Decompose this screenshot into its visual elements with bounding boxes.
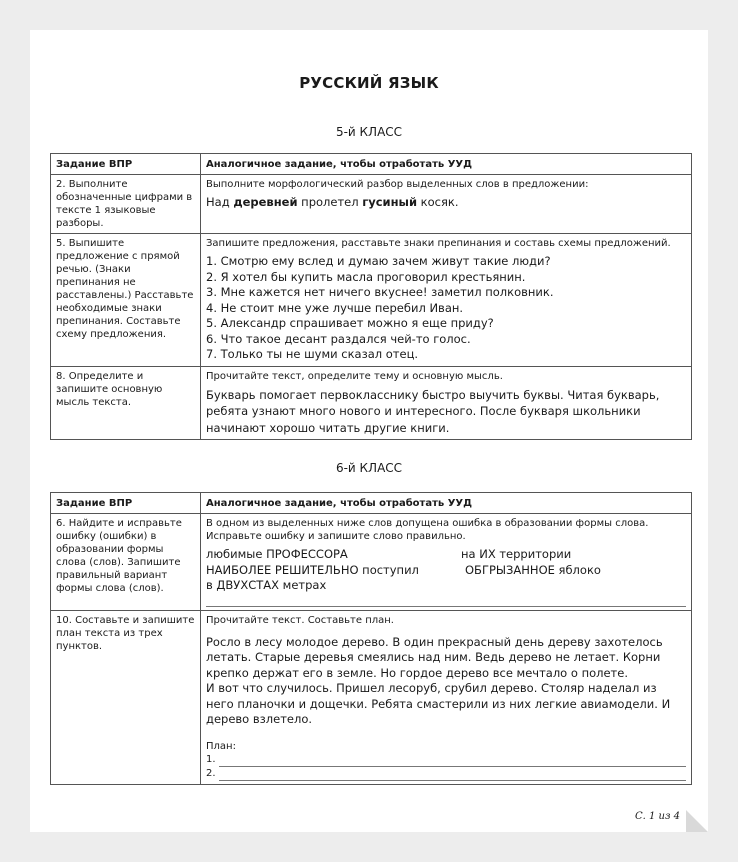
instruction-text: Запишите предложения, расставьте знаки препинания и составь схемы предложений. xyxy=(206,238,671,249)
list-item: 7. Только ты не шуми сказал отец. xyxy=(206,347,419,361)
list-item: 4. Не стоит мне уже лучше перебил Иван. xyxy=(206,300,464,315)
task-cell: 2. Выполните обозначенные цифрами в тексте 1 языковые разборы. xyxy=(51,175,201,234)
header-analog: Аналогичное задание, чтобы отработать УУД xyxy=(201,493,692,514)
table-row xyxy=(51,234,692,367)
word-option: НАИБОЛЕЕ РЕШИТЕЛЬНО поступил xyxy=(206,562,419,577)
analog-cell xyxy=(201,366,692,440)
grade-6-table xyxy=(50,492,692,785)
plan-line: 1. xyxy=(206,753,686,767)
task-cell: 10. Составьте и запишите план текста из трех пунктов. xyxy=(51,610,201,784)
instruction-text: Прочитайте текст, определите тему и основную мысль. xyxy=(206,370,503,382)
analog-cell xyxy=(201,514,692,611)
plan-line: 2. xyxy=(206,767,686,781)
task-cell: 5. Выпишите предложение с прямой речью. (Знаки препинания не расставлены.) Расставьте необходимые знаки препинания. Составьте схему предложения. xyxy=(51,234,201,367)
story-paragraph: И вот что случилось. Пришел лесоруб, срубил дерево. Столяр наделал из него планочки и дощечки. Ребята смастерили из них легкие авиамодели. И дерево взлетело. xyxy=(206,681,671,726)
word-option: на ИХ территории xyxy=(461,547,572,561)
table-row xyxy=(51,610,692,784)
list-item: 3. Мне кажется нет ничего вкуснее! заметил полковник. xyxy=(206,285,554,299)
highlighted-word: гусиный xyxy=(362,195,418,209)
task-cell: 6. Найдите и исправьте ошибку (ошибки) в образовании формы слова (слов). Запишите правильный вариант формы слова (слов). xyxy=(51,514,201,611)
reading-text: Букварь помогает первокласснику быстро выучить буквы. Читая букварь, ребята узнают много нового и интересного. После букваря школьники начинают хорошо читать другие книги. xyxy=(206,387,660,435)
page-number: С. 1 из 4 xyxy=(635,811,680,822)
list-item: 6. Что такое десант раздался чей-то голос. xyxy=(206,331,471,346)
instruction-text: Прочитайте текст. Составьте план. xyxy=(206,614,394,626)
page-title: РУССКИЙ ЯЗЫК xyxy=(299,74,439,92)
sentence-list xyxy=(206,254,686,363)
list-item: 2. Я хотел бы купить масла проговорил крестьянин. xyxy=(206,269,526,284)
page-fold xyxy=(686,810,708,832)
document-page xyxy=(30,30,708,832)
word-option: любимые ПРОФЕССОРА xyxy=(206,547,348,561)
list-item: 5. Александр спрашивает можно я еще приду? xyxy=(206,316,494,330)
header-analog: Аналогичное задание, чтобы отработать УУД xyxy=(201,154,692,175)
answer-line xyxy=(206,596,686,607)
analog-cell xyxy=(201,234,692,367)
word-options xyxy=(206,547,686,594)
word-option: в ДВУХСТАХ метрах xyxy=(206,578,327,592)
instruction-text: В одном из выделенных ниже слов допущена ошибка в образовании формы слова. Исправьте ошибку и запишите слово правильно. xyxy=(206,518,649,542)
grade-5-heading: 5-й КЛАСС xyxy=(335,125,403,139)
table-header-row xyxy=(51,154,692,175)
table-header-row xyxy=(51,493,692,514)
grade-5-table xyxy=(50,153,692,440)
table-row xyxy=(51,175,692,234)
word-option: ОБГРЫЗАННОЕ яблоко xyxy=(465,562,601,577)
table-row xyxy=(51,366,692,440)
list-item: 1. Смотрю ему вслед и думаю зачем живут такие люди? xyxy=(206,254,551,268)
sentence-text: Над деревней пролетел гусиный косяк. xyxy=(206,195,459,209)
highlighted-word: деревней xyxy=(233,195,298,209)
header-task: Задание ВПР xyxy=(51,154,201,175)
plan-label: План: xyxy=(206,740,236,752)
task-cell: 8. Определите и запишите основную мысль текста. xyxy=(51,366,201,440)
story-paragraph: Росло в лесу молодое дерево. В один прекрасный день дереву захотелось летать. Старые деревья смеялись над ним. Ведь дерево не летает. Корни крепко держат его в земле. Но гордое дерево все мечтало о полете. xyxy=(206,634,663,680)
analog-cell xyxy=(201,610,692,784)
grade-6-heading: 6-й КЛАСС xyxy=(335,461,403,475)
analog-cell xyxy=(201,175,692,234)
header-task: Задание ВПР xyxy=(51,493,201,514)
instruction-text: Выполните морфологический разбор выделенных слов в предложении: xyxy=(206,179,589,190)
table-row xyxy=(51,514,692,611)
